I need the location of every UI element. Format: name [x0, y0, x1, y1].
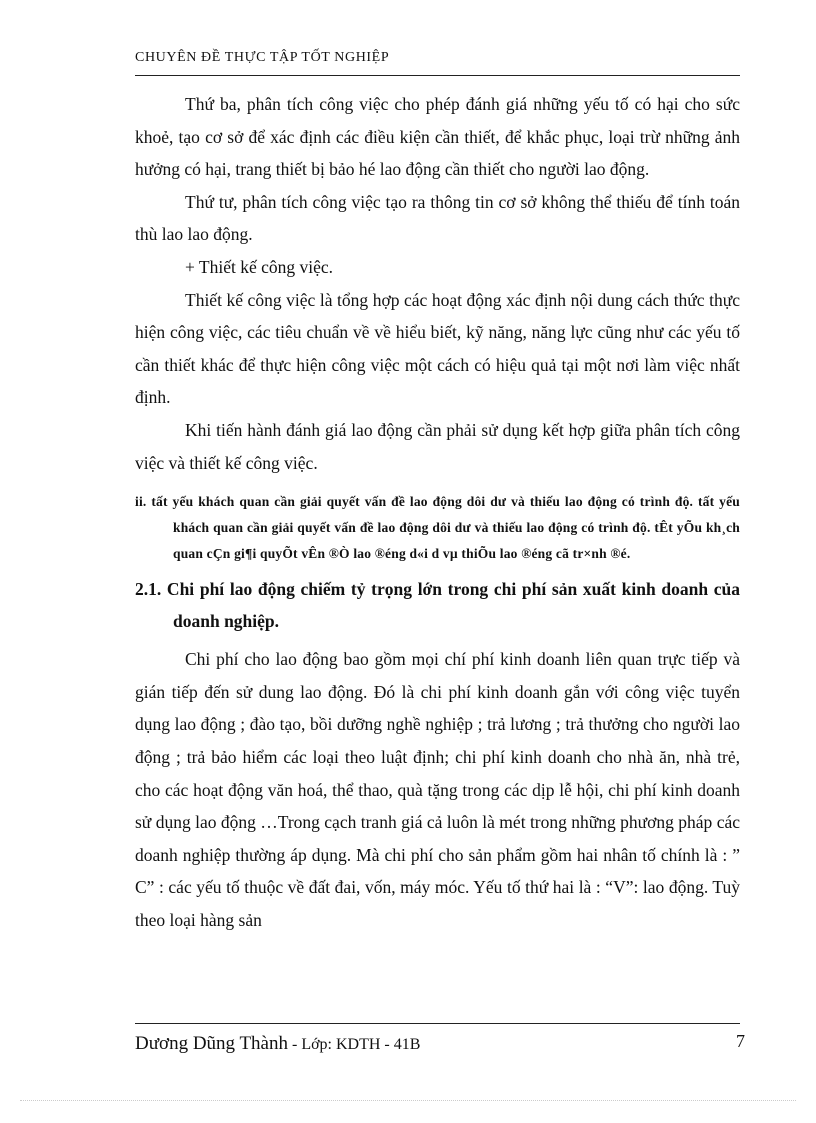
- paragraph-chi-phi: Chi phí cho lao động bao gồm mọi chí phí kinh doanh liên quan trực tiếp và gián tiếp đến sử dung lao động. Đó là chi phí kinh doanh gắn với công việc tuyển dụng lao động ; đào tạo, bồi dưỡng nghề nghiệp ; trả lương ; trả thưởng cho người lao động ; trả bảo hiểm các loại theo luật định; chi phí kinh doanh cho nhà ăn, nhà trẻ, cho các hoạt động văn hoá, thể thao, quà tặng trong các dịp lễ hội, chi phí kinh doanh sử dụng lao động …Trong cạch tranh giá cả luôn là mét trong những phương pháp các doanh nghiệp thường áp dụng. Mà chi phí cho sản phẩm gồm hai nhân tố chính là : ” C” : các yếu tố thuộc về đất đai, vốn, máy móc. Yếu tố thứ hai là : “V”: lao động. Tuỳ theo loại hàng sản: [135, 649, 740, 930]
- subheading-thiet-ke: + Thiết kế công việc.: [185, 256, 334, 277]
- author-class: - Lớp: KDTH - 41B: [287, 1036, 421, 1053]
- page-body: [135, 88, 740, 936]
- section-2-1-heading: 2.1. Chi phí lao động chiếm tỷ trọng lớn trong chi phí sản xuất kinh doanh của doanh nghiệp.: [135, 579, 740, 632]
- paragraph-thu-tu: Thứ tư, phân tích công việc tạo ra thông tin cơ sở không thể thiếu để tính toán thù lao lao động.: [135, 191, 740, 245]
- footer-author: [135, 1033, 420, 1055]
- page-number: 7: [736, 1031, 745, 1051]
- header-rule: [135, 75, 740, 76]
- paragraph-thiet-ke: Thiết kế công việc là tổng hợp các hoạt động xác định nội dung cách thức thực hiện công việc, các tiêu chuẩn về về hiểu biết, kỹ năng, năng lực cũng như các yếu tố cần thiết khác để thực hiện công việc một cách có hiệu quả tại một nơi làm việc nhất định.: [135, 289, 740, 408]
- paragraph-khi-tien-hanh: Khi tiến hành đánh giá lao động cần phải sử dụng kết hợp giữa phân tích công việc và thiết kế công việc.: [135, 419, 740, 473]
- page-bottom-divider: [20, 1100, 796, 1101]
- author-name: Dương Dũng Thành: [135, 1033, 288, 1054]
- section-ii-heading: ii. tất yếu khách quan cần giải quyết vấn đề lao động dôi dư và thiếu lao động có trình độ. tất yếu khách quan cần giải quyết vấn đề lao động dôi dư và thiếu lao động có trình độ. tÊt yÕu kh¸ch quan cÇn gi¶i quyÕt vÊn ®Ò lao ®éng d«i d vµ thiÕu lao ®éng cã tr×nh ®é.: [135, 494, 740, 562]
- footer-rule: [135, 1023, 740, 1024]
- page-header: CHUYÊN ĐỀ THỰC TẬP TỐT NGHIỆP: [135, 50, 390, 65]
- paragraph-thu-ba: Thứ ba, phân tích công việc cho phép đánh giá những yếu tố có hại cho sức khoẻ, tạo cơ sở để xác định các điều kiện cần thiết, để khắc phục, loại trừ những ảnh hưởng có hại, trang thiết bị bảo hé lao động cần thiết cho người lao động.: [135, 94, 740, 180]
